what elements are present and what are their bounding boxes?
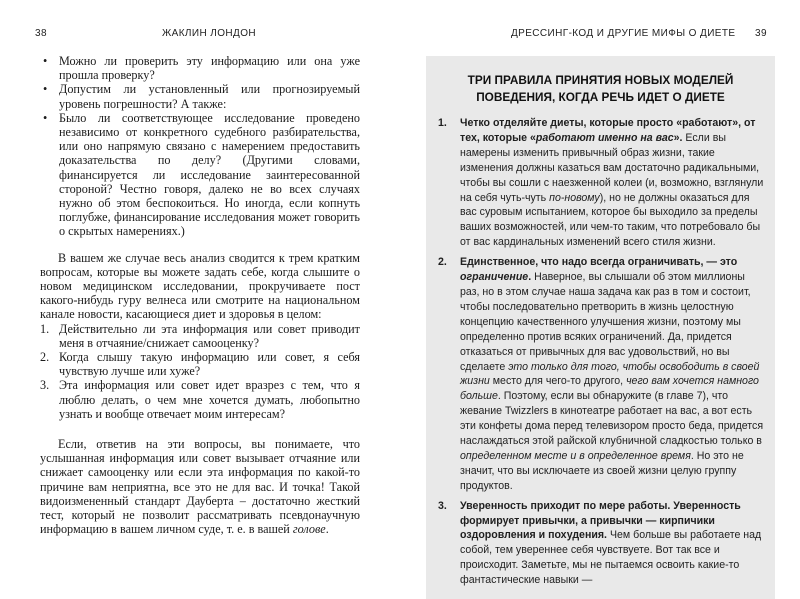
criteria-bullet-list	[40, 54, 360, 239]
analysis-paragraph: В вашем же случае весь анализ сводится к трем кратким вопросам, которые вы можете задать себе, когда слышите о новом медицинском исследовании, прокручиваете пост какого-нибудь гуру велнеса или смотрите на национальном канале новости, касающиеся диет и здоровья в целом:	[40, 250, 360, 322]
left-page-number: 38	[35, 28, 47, 39]
question-item: 3. Эта информация или совет идет вразрез с тем, что я люблю делать, о чем мне хочется думать, любопытно узнать и вообще отвечает моим интересам?	[40, 378, 360, 421]
rule-item: 3. Уверенность приходит по мере работы. Уверенность формирует привычки, а привычки — кирпичики оздоровления и похудения. Чем больше вы работаете над собой, тем увереннее себя чувствуете. Вот так все и происходит. Заметьте, мы не пытаемся освоить какие-то фантастические навыки —	[438, 499, 762, 587]
questions-list	[40, 322, 360, 421]
bullet-dot-icon: •	[43, 54, 48, 68]
left-body-text	[40, 54, 360, 537]
bullet-dot-icon: •	[43, 110, 48, 125]
right-page-number: 39	[755, 28, 767, 39]
rule-item: 2. Единственное, что надо всегда ограничивать, — это ограничение. Наверное, вы слышали об этом миллионы раз, но в этом случае наша задача как раз в том и состоит, чтобы последовательно претворить в жизнь целостную концепцию качественного улучшения жизни, поэтому мы определенно против всяких ограничений. Да, придется отказаться от привычных для вас удовольствий, но вы сделаете это только для того, чтобы освободить в своей жизни место для чего-то другого, чего вам хочется намного больше. Поэтому, если вы обнаружите (в главе 7), что жевание Twizzlers в кинотеатре работает на вас, а вот есть эти конфеты дома перед телевизором просто беда, придется наслаждаться этой райской клубничной сладкостью только в определенном месте и в определенное время. Но это не значит, что вы исключаете из своей жизни целую группу продуктов.	[438, 256, 764, 492]
left-running-head: ЖАКЛИН ЛОНДОН	[162, 28, 257, 39]
right-running-head: ДРЕССИНГ-КОД И ДРУГИЕ МИФЫ О ДИЕТЕ	[511, 28, 736, 39]
bullet-dot-icon: •	[43, 82, 48, 97]
bullet-item: • Допустим ли установленный или прогнозируемый уровень погрешности? А также:	[43, 82, 360, 111]
bullet-item: • Можно ли проверить эту информацию или она уже прошла проверку?	[43, 54, 360, 83]
bullet-item: • Было ли соответствующее исследование проведено независимо от конкретного судебного разбирательства, или оно напрямую связано с намерением предоставить доказательства по делу? (Другими словами, финансируется ли исследование заинтересованной стороной? Честно говоря, далеко не во всех случаях нужно об этом беспокоиться. Но иногда, если копнуть поглубже, финансирование исследования может говорить о скрытых намерениях.)	[43, 110, 360, 239]
question-item: 1. Действительно ли эта информация или совет приводит меня в отчаяние/снижает самооценку?	[40, 321, 360, 350]
conclusion-paragraph: Если, ответив на эти вопросы, вы понимаете, что услышанная информация или совет вызывает отчаяние или снижает самооценку или если эта информация по какой-то причине вам неприятна, все это не для вас. И точка! Такой видоизмененный стандарт Дауберта – достаточно жесткий тест, который не позволит рассматривать псевдонаучную информацию в вашем личном суде, т. е. в вашей голове.	[40, 437, 360, 537]
right-page	[400, 0, 800, 599]
rules-box-title: ТРИ ПРАВИЛА ПРИНЯТИЯ НОВЫХ МОДЕЛЕЙ ПОВЕДЕНИЯ, КОГДА РЕЧЬ ИДЕТ О ДИЕТЕ	[467, 73, 734, 104]
question-item: 2. Когда слышу такую информацию или совет, я себя чувствую лучше или хуже?	[40, 350, 360, 379]
rules-sidebar-box	[426, 56, 775, 599]
rules-list	[438, 116, 764, 593]
rule-item: 1. Четко отделяйте диеты, которые просто «работают», от тех, которые «работают именно на вас». Если вы намерены изменить привычный образ жизни, такие изменения должны казаться вам достаточно радикальными, чтобы вы сошли с наезженной колеи (и, возможно, взглянули на себя чуть-чуть по-новому), но не должны оказаться для вас суровым испытанием, которое бы выходило за пределы ваших возможностей, или чем-то таким, что потребовало бы от вас кардинальных изменений всего стиля жизни.	[438, 117, 764, 249]
